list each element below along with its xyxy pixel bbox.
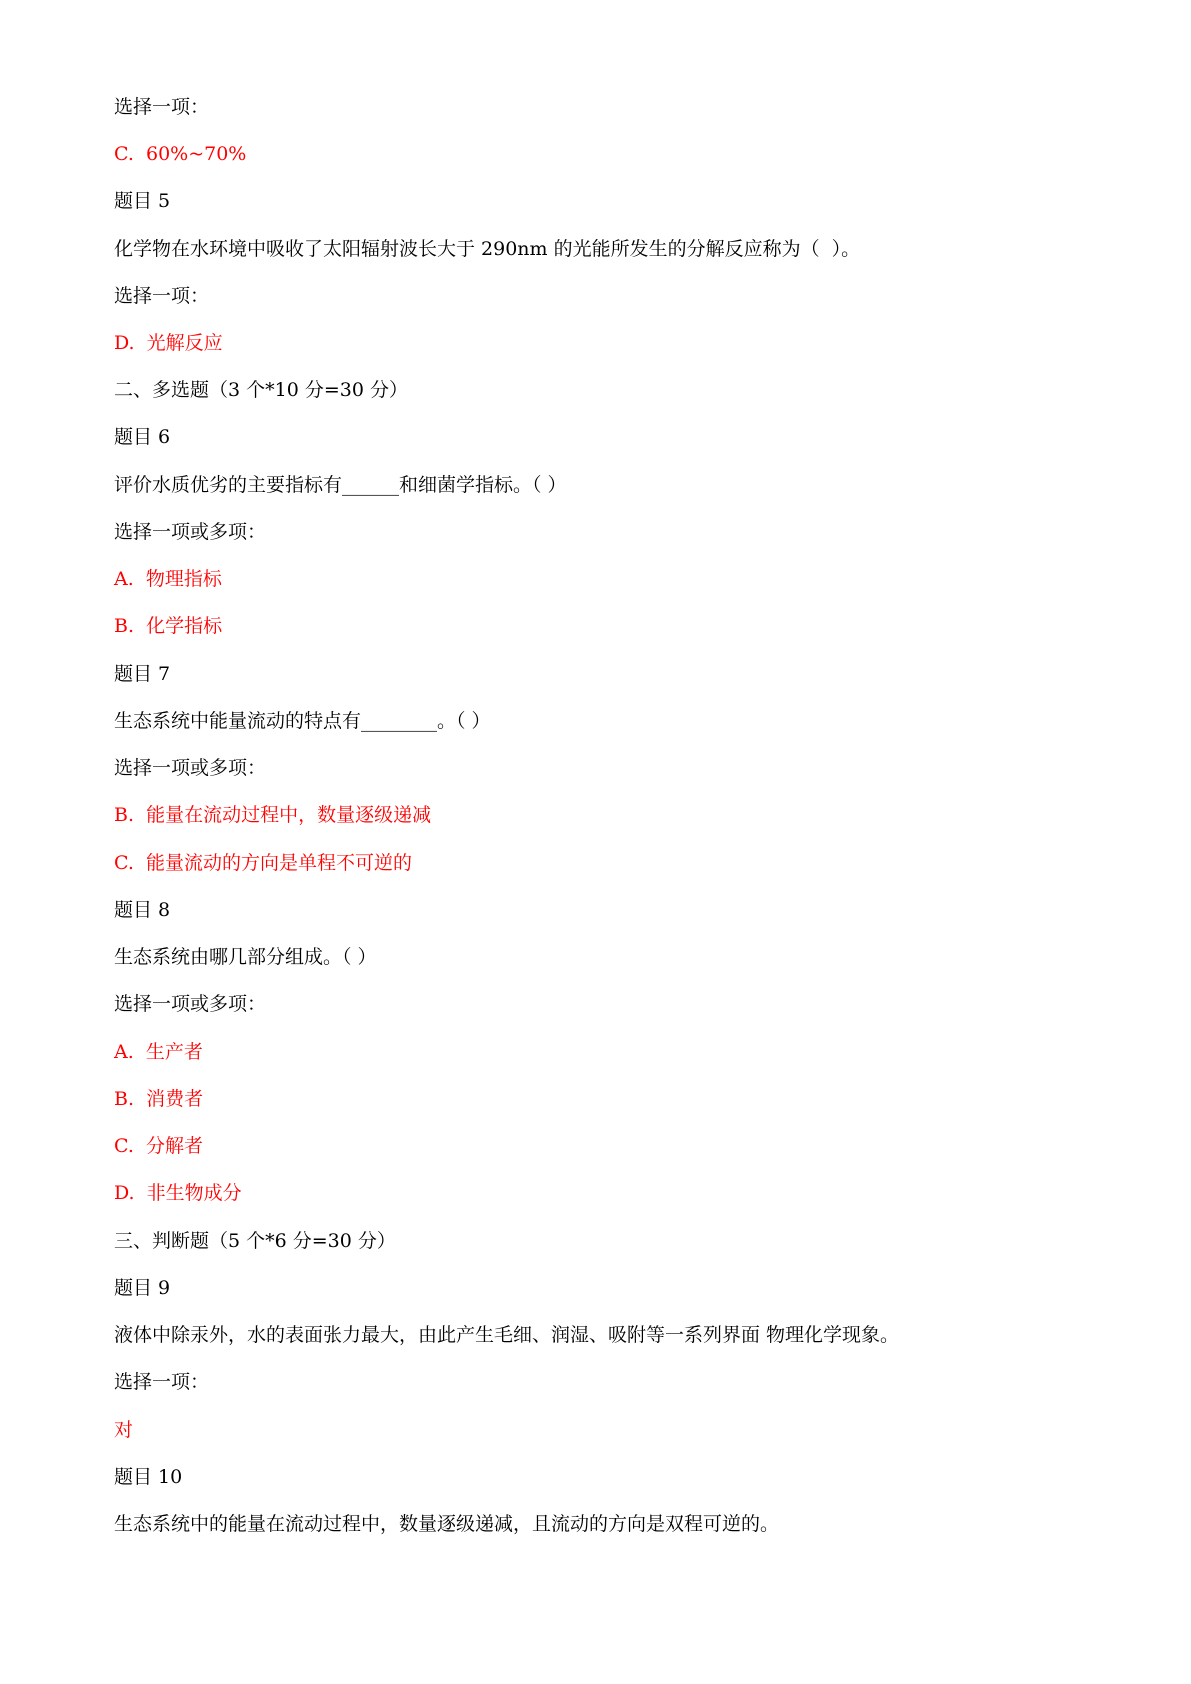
answer-prompt: 选择一项： (114, 96, 210, 118)
question-heading: 题目 6 (114, 426, 171, 448)
selected-answer: C. 60%~70% (114, 143, 247, 165)
selected-answer: B. 化学指标 (114, 615, 223, 637)
selected-answer: A. 生产者 (114, 1041, 203, 1063)
selected-answer: A. 物理指标 (114, 568, 222, 590)
selected-answer: C. 能量流动的方向是单程不可逆的 (114, 852, 412, 874)
question-text: 液体中除汞外，水的表面张力最大，由此产生毛细、润湿、吸附等一系列界面 物理化学现象。 (114, 1324, 900, 1346)
selected-answer: 对 (114, 1419, 134, 1441)
selected-answer: C. 分解者 (114, 1135, 203, 1157)
answer-prompt: 选择一项或多项： (114, 757, 267, 779)
selected-answer: D. 光解反应 (114, 332, 223, 354)
question-text: 生态系统中能量流动的特点有________。（ ） (114, 710, 491, 732)
section-heading: 二、多选题（3 个*10 分=30 分） (114, 379, 408, 401)
question-text: 化学物在水环境中吸收了太阳辐射波长大于 290nm 的光能所发生的分解反应称为（ ）。 (114, 238, 861, 260)
question-heading: 题目 9 (114, 1277, 171, 1299)
selected-answer: B. 消费者 (114, 1088, 204, 1110)
selected-answer: D. 非生物成分 (114, 1182, 242, 1204)
question-heading: 题目 10 (114, 1466, 183, 1488)
answer-prompt: 选择一项： (114, 285, 210, 307)
answer-prompt: 选择一项或多项： (114, 521, 267, 543)
section-heading: 三、判断题（5 个*6 分=30 分） (114, 1230, 396, 1252)
answer-prompt: 选择一项： (114, 1371, 210, 1393)
question-heading: 题目 7 (114, 663, 171, 685)
selected-answer: B. 能量在流动过程中，数量逐级递减 (114, 804, 432, 826)
question-text: 生态系统由哪几部分组成。（ ） (114, 946, 377, 968)
question-text: 评价水质优劣的主要指标有______和细菌学指标。（ ） (114, 474, 567, 496)
answer-prompt: 选择一项或多项： (114, 993, 267, 1015)
question-text: 生态系统中的能量在流动过程中，数量逐级递减，且流动的方向是双程可逆的。 (114, 1513, 780, 1535)
question-heading: 题目 5 (114, 190, 171, 212)
question-heading: 题目 8 (114, 899, 171, 921)
